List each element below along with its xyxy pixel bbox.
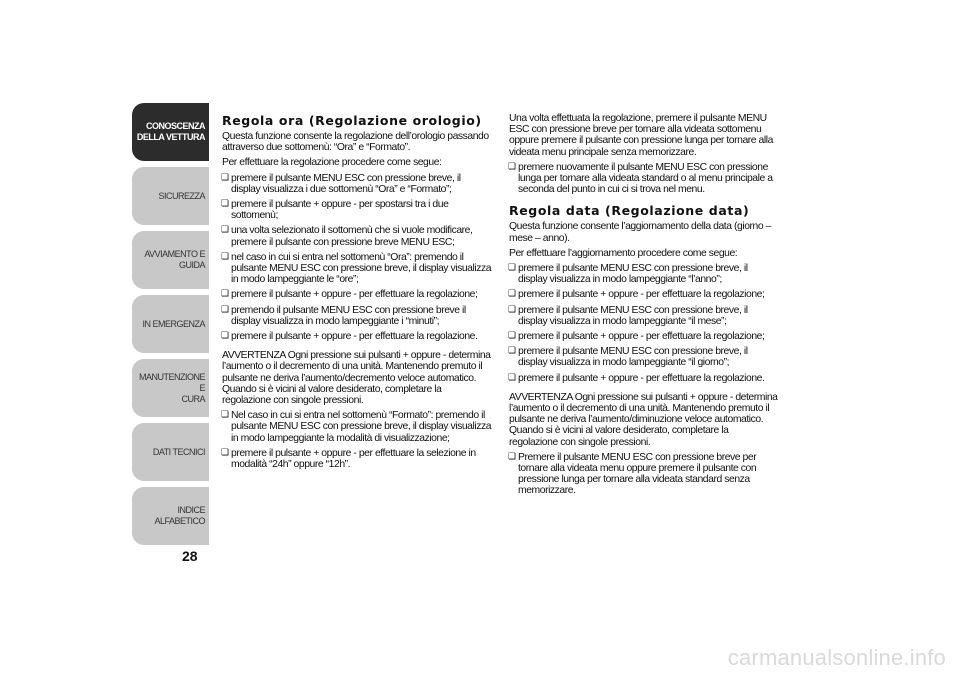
tab-conoscenza-della-vettura[interactable] <box>132 103 209 161</box>
watermark: carmanualsonline.info <box>727 645 946 670</box>
steps-list-final <box>509 452 779 497</box>
list-item: ❏ premere il pulsante + oppure - per effettuare la regolazione. <box>222 331 492 342</box>
right-column <box>509 113 779 501</box>
list-item: ❏ premere il pulsante + oppure - per effettuare la regolazione. <box>509 373 779 384</box>
tab-in-emergenza[interactable] <box>132 295 209 353</box>
steps-list <box>509 263 779 384</box>
intro-paragraph: Questa funzione consente la regolazione dell’orologio passando attraverso due sottomenù: “Ora” e “Formato”. <box>222 131 489 154</box>
list-item: ❏ premere nuovamente il pulsante MENU ESC con pressione lunga per tornare alla videata standard o al menu principale a seconda del punto in cui ci si trova nel menu. <box>509 162 779 196</box>
list-item: ❏ nel caso in cui si entra nel sottomenù “Ora”: premendo il pulsante MENU ESC con pressione breve, il display visualizza in modo lampeggiante le “ore”; <box>222 252 492 286</box>
left-column <box>222 113 492 474</box>
list-item: ❏ Premere il pulsante MENU ESC con pressione breve per tornare alla videata menu oppure premere il pulsante con pressione lunga per tornare alla videata standard senza memorizzare. <box>509 452 779 497</box>
procedure-paragraph: Per effettuare la regolazione procedere come segue: <box>222 157 442 169</box>
list-item: ❏ premere il pulsante + oppure - per effettuare la selezione in modalità “24h” oppure “12h”. <box>222 448 492 470</box>
tab-label: MANUTENZIONE E CURA <box>139 371 205 404</box>
tab-manutenzione-e-cura[interactable] <box>132 359 209 417</box>
warning-paragraph: AVVERTENZA Ogni pressione sui pulsanti + oppure - determina l’aumento o il decremento di una unità. Mantenendo premuto il pulsante ne deriva l’aumento/decremento veloce automatico. Quando si è vicini al valore desiderato, completare la regolazione con singole pressioni. <box>222 350 491 407</box>
list-item: ❏ una volta selezionato il sottomenù che si vuole modificare, premere il pulsante con pressione breve MENU ESC; <box>222 225 492 247</box>
tab-dati-tecnici[interactable] <box>132 423 209 481</box>
list-item: ❏ premere il pulsante MENU ESC con pressione breve, il display visualizza i due sottomenù “Ora” e “Formato”; <box>222 173 492 195</box>
page-number: 28 <box>182 548 198 564</box>
tab-label: CONOSCENZA DELLA VETTURA <box>136 121 205 142</box>
list-item: ❏ premere il pulsante + oppure - per effettuare la regolazione; <box>509 289 779 300</box>
tab-avviamento-e-guida[interactable] <box>132 231 209 289</box>
procedure-paragraph: Per effettuare l’aggiornamento procedere come segue: <box>509 247 738 259</box>
list-item: ❏ premere il pulsante MENU ESC con pressione breve, il display visualizza in modo lampeggiante “l’anno”; <box>509 263 779 285</box>
warning-paragraph: AVVERTENZA Ogni pressione sui pulsanti + oppure - determina l’aumento o il decremento di una unità. Mantenendo premuto il pulsante ne deriva l’aumento/diminuzione veloce automatico. Quando si è vicini al valore desiderato, completare la regolazione con singole pressioni. <box>509 391 778 448</box>
list-item: ❏ premere il pulsante + oppure - per spostarsi tra i due sottomenù; <box>222 199 492 221</box>
list-item: ❏ premere il pulsante MENU ESC con pressione breve, il display visualizza in modo lampeggiante “il giorno”; <box>509 346 779 368</box>
chapter-sidebar <box>132 103 209 543</box>
tab-label: IN EMERGENZA <box>142 318 205 329</box>
list-item: ❏ premendo il pulsante MENU ESC con pressione breve il display visualizza in modo lampeggiante i “minuti”; <box>222 305 492 327</box>
tab-label: DATI TECNICI <box>152 446 205 457</box>
list-item: ❏ premere il pulsante MENU ESC con pressione breve, il display visualizza in modo lampeggiante “il mese”; <box>509 305 779 327</box>
steps-list-format <box>222 410 492 470</box>
intro-paragraph: Questa funzione consente l’aggiornamento della data (giorno – mese – anno). <box>509 221 771 244</box>
steps-list-continuation <box>509 162 779 196</box>
tab-label: AVVIAMENTO E GUIDA <box>144 249 205 270</box>
list-item: ❏ Nel caso in cui si entra nel sottomenù “Formato”: premendo il pulsante MENU ESC con pressione breve, il display visualizza in modo lampeggiante la modalità di visualizzazione; <box>222 410 492 444</box>
list-item: ❏ premere il pulsante + oppure - per effettuare la regolazione; <box>222 289 492 300</box>
tab-indice-alfabetico[interactable] <box>132 487 209 545</box>
continuation-paragraph: Una volta effettuata la regolazione, premere il pulsante MENU ESC con pressione breve per tornare alla videata sottomenu oppure premere il pulsante con pressione lunga per tornare alla videata menu principale senza memorizzare. <box>509 113 773 158</box>
section-heading-regola-data: Regola data (Regolazione data) <box>509 203 750 219</box>
steps-list <box>222 173 492 343</box>
tab-label: SICUREZZA <box>158 190 205 201</box>
tab-label: INDICE ALFABETICO <box>154 505 205 526</box>
list-item: ❏ premere il pulsante + oppure - per effettuare la regolazione; <box>509 331 779 342</box>
section-heading-regola-ora: Regola ora (Regolazione orologio) <box>222 113 482 128</box>
tab-sicurezza[interactable] <box>132 167 209 225</box>
